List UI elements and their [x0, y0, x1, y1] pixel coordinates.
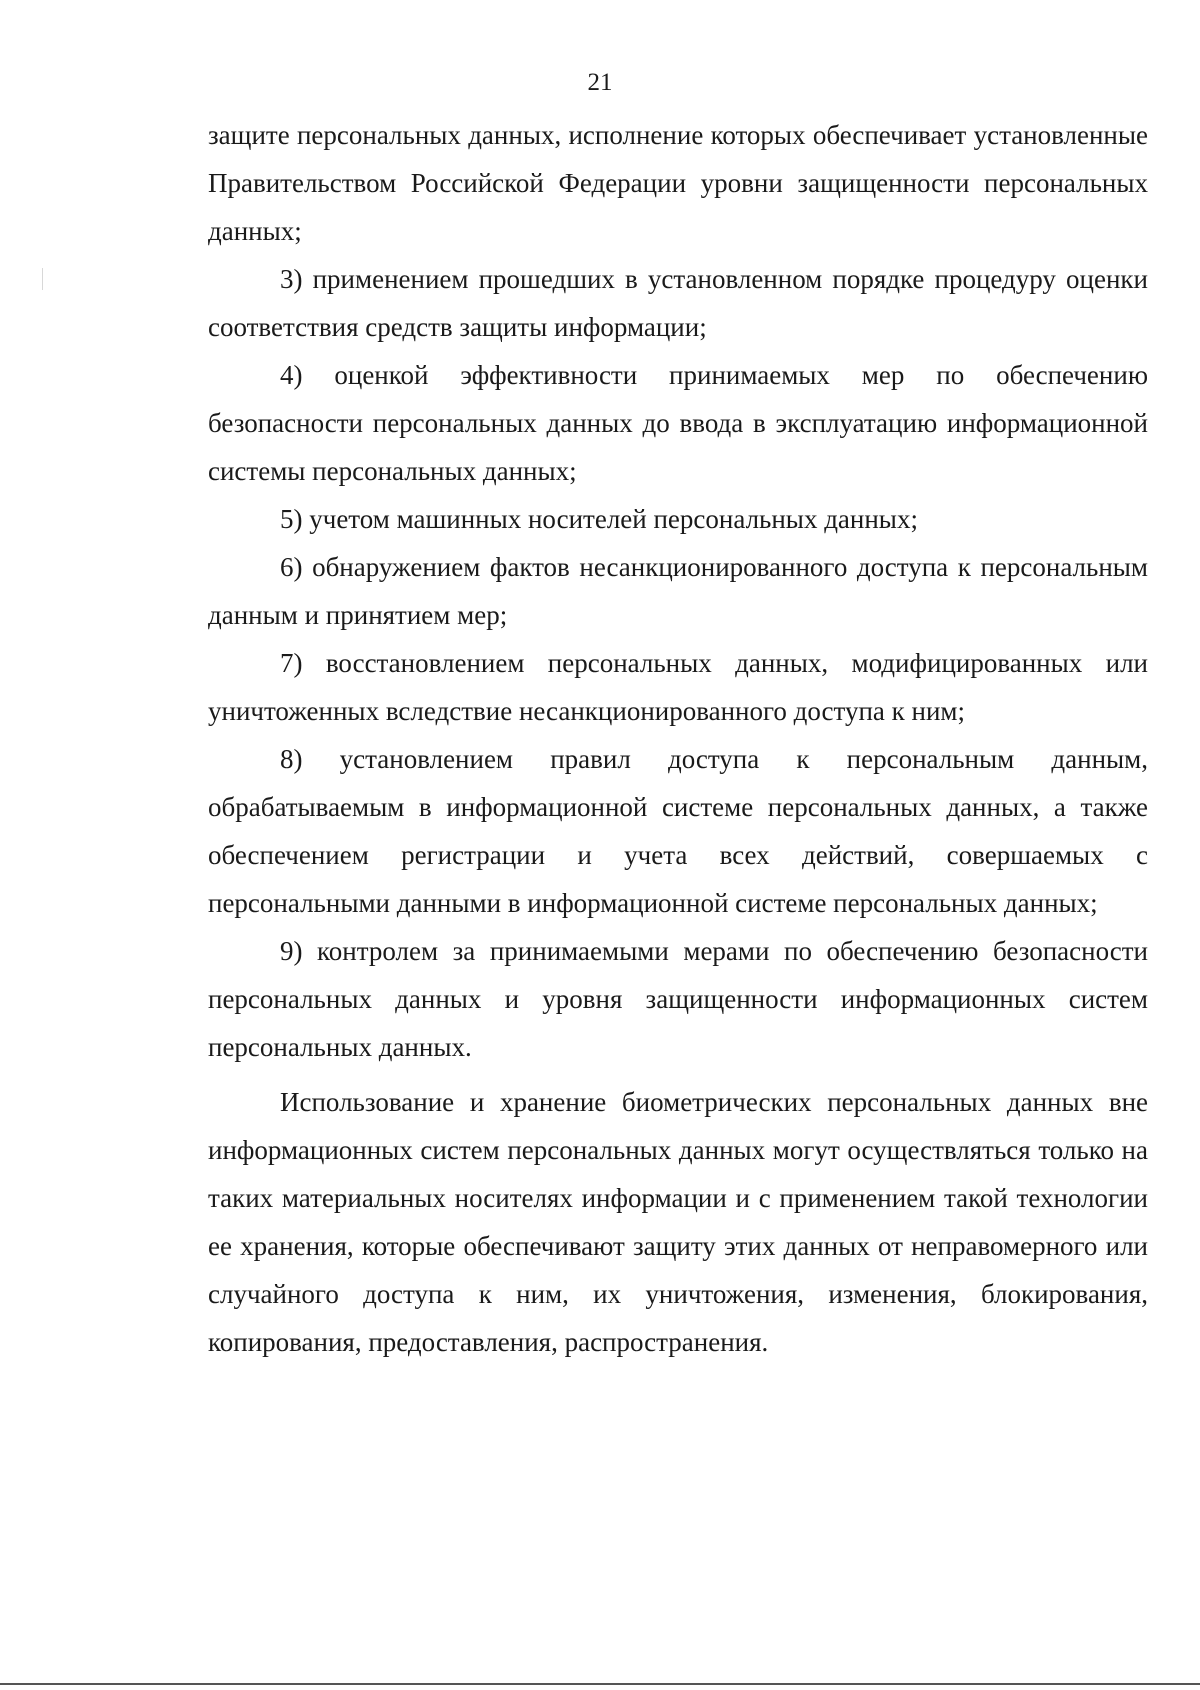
bottom-rule [0, 1683, 1200, 1685]
list-item-4: 4) оценкой эффективности принимаемых мер по обеспечению безопасности персональных данных до ввода в эксплуатацию информационной системы персональных данных; [208, 360, 1148, 486]
list-item-3: 3) применением прошедших в установленном порядке процедуру оценки соответствия средств защиты информации; [208, 264, 1148, 342]
list-item-6: 6) обнаружением фактов несанкционированного доступа к персональным данным и принятием мер; [208, 552, 1148, 630]
paragraph-continuation: защите персональных данных, исполнение которых обеспечивает установленные Правительством Российской Федерации уровни защищенности персональных данных; [208, 120, 1148, 246]
paragraph-biometric-data: Использование и хранение биометрических персональных данных вне информационных систем персональных данных могут осуществляться только на таких материальных носителях информации и с применением такой технологии ее хранения, которые обеспечивают защиту этих данных от неправомерного или случайного доступа к ним, их уничтожения, изменения, блокирования, копирования, предоставления, распространения. [208, 1087, 1148, 1357]
page-number: 21 [587, 69, 613, 96]
document-body [208, 111, 1148, 1366]
scan-artifact [42, 268, 43, 290]
list-item-7: 7) восстановлением персональных данных, модифицированных или уничтоженных вследствие несанкционированного доступа к ним; [208, 648, 1148, 726]
list-item-8: 8) установлением правил доступа к персональным данным, обрабатываемым в информационной системе персональных данных, а также обеспечением регистрации и учета всех действий, совершаемых с персональными данными в информационной системе персональных данных; [208, 744, 1148, 918]
list-item-9: 9) контролем за принимаемыми мерами по обеспечению безопасности персональных данных и уровня защищенности информационных систем персональных данных. [208, 936, 1148, 1062]
list-item-5: 5) учетом машинных носителей персональных данных; [280, 504, 918, 534]
